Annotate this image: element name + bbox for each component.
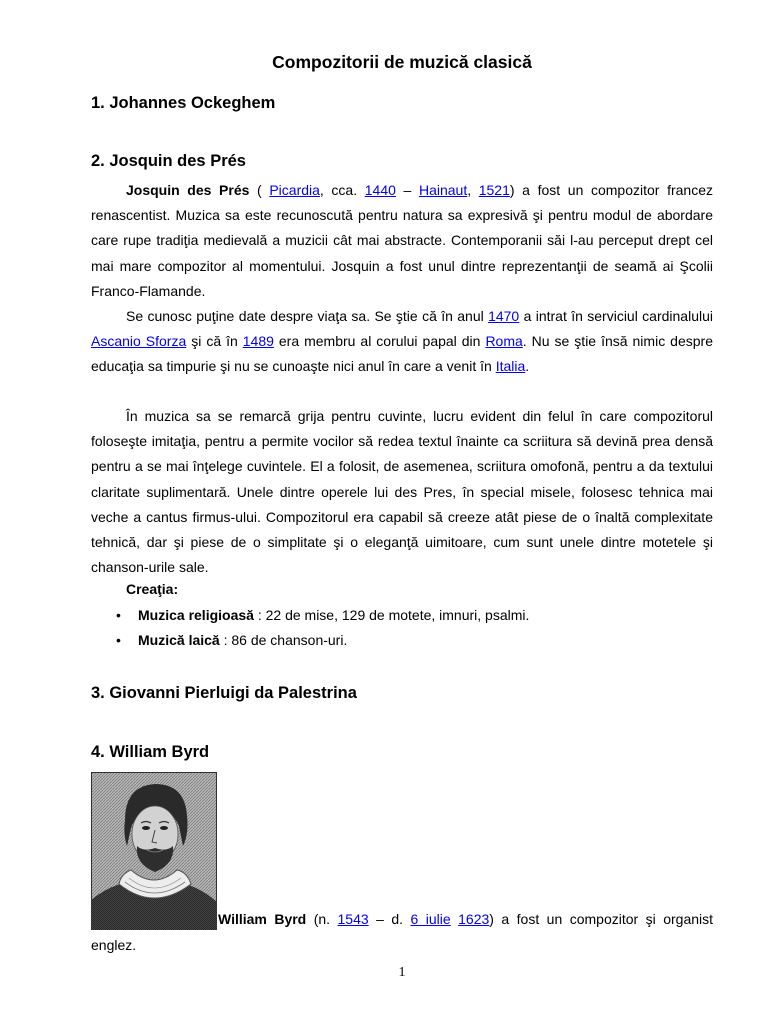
text: era membru al corului papal din (273, 333, 486, 350)
link-1440[interactable]: 1440 (364, 182, 396, 198)
byrd-intro-line (218, 911, 713, 927)
list-item-label: Muzică laică (138, 632, 220, 648)
heading-josquin: 2. Josquin des Prés (91, 152, 246, 170)
text: – d. (368, 911, 411, 927)
bullet-icon: • (116, 607, 121, 623)
william-byrd-portrait (91, 772, 217, 930)
link-hainaut[interactable]: Hainaut (418, 182, 468, 198)
text: , (467, 182, 479, 198)
link-roma[interactable]: Roma (485, 333, 523, 350)
heading-palestrina: 3. Giovanni Pierluigi da Palestrina (91, 684, 357, 702)
text: ( (249, 182, 270, 198)
text: a intrat în serviciul cardinalului (519, 308, 713, 324)
link-1623[interactable]: 1623 (458, 911, 490, 927)
link-1521[interactable]: 1521 (478, 182, 510, 198)
text: ) a fost un compozitor şi organist (489, 911, 714, 927)
heading-byrd: 4. William Byrd (91, 743, 210, 761)
link-ascanio-sforza[interactable]: Ascanio Sforza (91, 333, 187, 350)
paragraph-josquin-intro (91, 178, 713, 304)
document-title: Compozitorii de muzică clasică (272, 52, 532, 72)
heading-ockeghem: 1. Johannes Ockeghem (91, 94, 276, 112)
list-item-label: Muzica religioasă (138, 607, 254, 623)
text: . Nu se ştie însă nimic despre educaţia sa timpurie şi nu se cunoaşte nici anul în care a venit în (91, 333, 713, 375)
text: (n. (306, 911, 338, 927)
list-item (116, 607, 529, 623)
bullet-icon: • (116, 632, 121, 648)
list-item (116, 632, 347, 648)
bold-name: William Byrd (218, 911, 307, 927)
link-picardia[interactable]: Picardia (269, 182, 320, 198)
text: şi că în (186, 333, 243, 350)
link-1470[interactable]: 1470 (488, 308, 520, 324)
bold-name: Josquin des Prés (126, 182, 250, 198)
list-item-text: : 22 de mise, 129 de motete, imnuri, psalmi. (253, 607, 530, 623)
link-1543[interactable]: 1543 (337, 911, 369, 927)
text: , cca. (319, 182, 365, 198)
link-6-iulie[interactable]: 6 iulie (410, 911, 451, 927)
byrd-intro-continuation: englez. (91, 937, 137, 953)
text: – (395, 182, 419, 198)
text: . (525, 358, 530, 375)
text: ) a fost un compozitor francez renascentist. Muzica sa este recunoscută pentru natura sa expresivă şi pentru modul de abordare care rupe tradiţia medievală a muzicii cât mai abstracte. Contemporanii săi l-au perceput drept cel mai mare compozitor al momentului. Josquin a fost unul dintre reprezentanţii de seamă ai Şcolii Franco-Flamande. (91, 182, 713, 299)
link-italia[interactable]: Italia (495, 358, 526, 375)
page-number: 1 (398, 965, 406, 980)
link-1489[interactable]: 1489 (242, 333, 274, 350)
text: Se cunosc puţine date despre viaţa sa. Se ştie că în anul (126, 308, 489, 324)
paragraph-josquin-music: În muzica sa se remarcă grija pentru cuvinte, lucru evident din felul în care compozitorul foloseşte imitaţia, pentru a permite vocilor să redea textul înainte ca scriitura să devină prea densă pentru a se mai înţelege cuvintele. El a folosit, de asemenea, scriitura omofonă, pentru a da textului claritate suplimentară. Unele dintre operele lui des Pres, în special misele, folosesc tehnica mai veche a cantus firmus-ului. Compozitorul era capabil să creeze atât piese de o înaltă complexitate tehnică, dar şi piese de o simplitate şi o eleganţă uimitoare, cum sunt unele dintre motetele şi chanson-urile sale. (91, 408, 713, 576)
list-item-text: : 86 de chanson-uri. (219, 632, 348, 648)
paragraph-josquin-life (91, 304, 713, 380)
creatia-label: Creaţia: (126, 581, 179, 597)
